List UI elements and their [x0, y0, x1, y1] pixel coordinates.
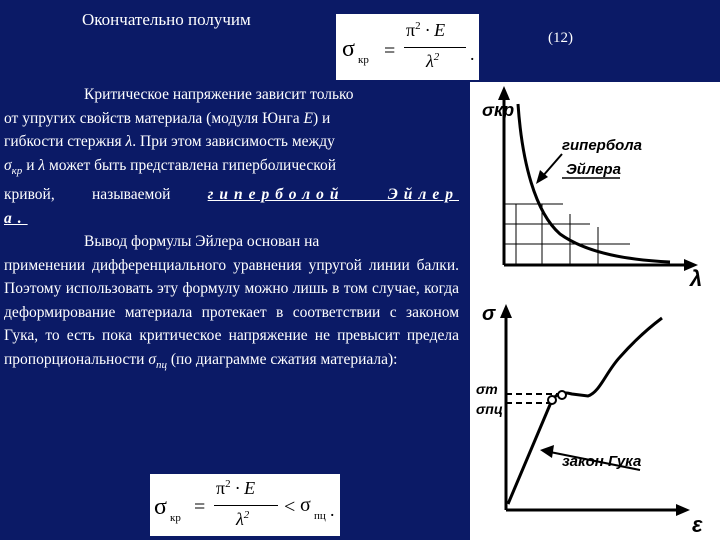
top-annotation-line1: гипербола	[562, 137, 642, 154]
proportionality-point	[548, 396, 556, 404]
bottom-x-label: ε	[692, 512, 703, 537]
figures-svg	[470, 82, 720, 540]
formula2-denominator: $\lambda^2$	[236, 509, 250, 529]
euler-hyperbola-curve	[518, 104, 670, 262]
equation-number: (12)	[548, 30, 573, 46]
paragraph-1-line-1: Критическое напряжение зависит только	[84, 86, 354, 103]
body-text	[4, 83, 459, 377]
paragraph-1-line-4: $\sigma_{кр}$ и λ может быть представлена гиперболической	[4, 156, 337, 177]
formula-denominator: $\lambda^2$	[426, 51, 440, 71]
formula2-sigma-sub: кр	[170, 512, 181, 524]
paragraph-2-line-1: Вывод формулы Эйлера основан на	[84, 233, 320, 251]
stress-strain-figure	[500, 304, 690, 516]
top-x-label: λ	[690, 266, 703, 291]
euler-hyperbola-figure	[498, 86, 698, 271]
top-annotation-line2: Эйлера	[566, 161, 621, 178]
slide-heading: Окончательно получим	[82, 10, 251, 29]
formula2-period: .	[330, 500, 335, 520]
yield-point	[558, 391, 566, 399]
formula2-numerator: $\pi^2 \cdot E$	[216, 478, 256, 498]
formula-equals: =	[384, 40, 396, 62]
top-annotation-leader	[542, 154, 562, 177]
hooke-annotation-label: закон Гука	[562, 453, 642, 470]
paragraph-1-line-3: гибкости стержня λ. При этом зависимость между	[4, 133, 335, 150]
stress-strain-curve	[552, 318, 662, 400]
formula-sigma: σ	[342, 36, 355, 62]
formula2-sigma-pc-sub: пц	[314, 510, 326, 522]
paragraph-1-line-5: кривой, называемой гиперболой Эйлер	[4, 186, 459, 204]
formula2-fraction-bar	[214, 505, 278, 506]
formula2-sigma-pc: σ	[300, 494, 311, 516]
formula-critical-stress	[336, 14, 479, 80]
paragraph-2-body: применении дифференциального уравнения упругой линии балки. Поэтому использовать эту формулу можно лишь в том случае, когда деформирование материала протекает в соответствии с законом Гука, то есть пока критическое напряжение не превысит предела пропорциональности $\sigma_{пц}$ (по диаграмме сжатия материала):	[4, 256, 459, 371]
bottom-y-label: σ	[482, 303, 496, 325]
paragraph-1-line-2: от упругих свойств материала (модуля Юнга E) и	[4, 109, 331, 127]
formula-applicability	[150, 474, 340, 536]
formula-fraction-bar	[404, 47, 466, 48]
top-y-arrow	[498, 86, 510, 100]
formula-numerator: $\pi^2 \cdot E$	[406, 20, 446, 40]
figure-panel	[470, 82, 720, 540]
bottom-x-arrow	[676, 504, 690, 516]
sigma-pc-label: σпц	[476, 401, 503, 417]
top-y-label: σкр	[482, 100, 515, 120]
paragraph-1-line-6: а.	[4, 209, 28, 227]
formula-period: .	[470, 44, 475, 64]
formula2-less-than: <	[284, 496, 296, 518]
formula2-sigma: σ	[154, 494, 167, 520]
bottom-y-arrow	[500, 304, 512, 318]
formula-sigma-sub: кр	[358, 54, 369, 66]
sigma-t-label: σт	[476, 381, 498, 397]
formula2-equals: =	[194, 496, 206, 518]
hooke-annotation-arrow	[540, 445, 554, 458]
